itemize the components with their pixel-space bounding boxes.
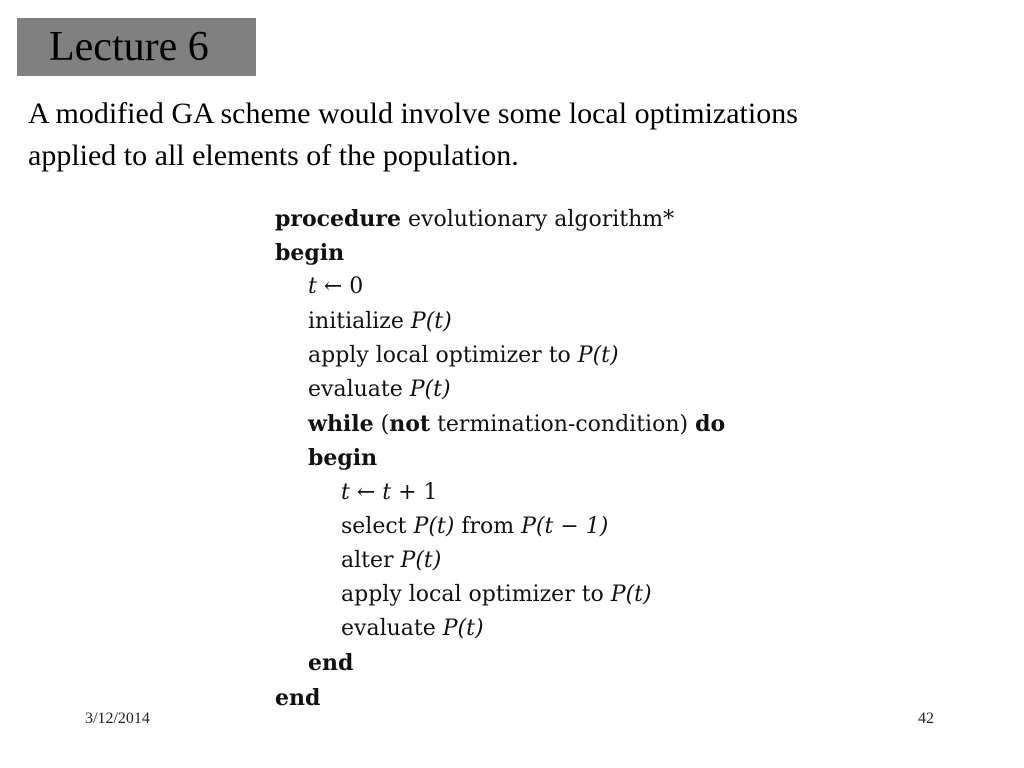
algo-line-end [275, 681, 725, 715]
algo-line-increment [275, 476, 725, 510]
var-t: t [308, 274, 317, 300]
intro-line-2: applied to all elements of the population. [28, 139, 519, 172]
intro-text [28, 93, 988, 177]
algo-line-evaluate [275, 373, 725, 407]
keyword-not: not [389, 411, 431, 438]
algo-line-local-opt [275, 339, 725, 373]
paren-close: ) [679, 412, 696, 438]
algo-line-begin [275, 236, 725, 270]
population-expr: P(t) [410, 308, 452, 334]
var-t: t [382, 479, 392, 505]
statement-text: evaluate [341, 616, 443, 642]
algo-line-inner-evaluate [275, 612, 725, 646]
population-expr: P(t) [577, 342, 619, 368]
intro-line-1: A modified GA scheme would involve some local optimizations [28, 97, 798, 130]
statement-text: select [341, 513, 414, 539]
statement-text: from [454, 513, 522, 539]
statement-text: alter [341, 547, 401, 573]
keyword-end: end [275, 684, 321, 711]
footer-page-number: 42 [918, 710, 934, 727]
algo-line-inner-end [275, 646, 725, 680]
population-expr: P(t) [409, 376, 451, 402]
population-expr: P(t) [442, 616, 484, 642]
procedure-name: evolutionary algorithm* [401, 207, 675, 232]
statement-text: apply local optimizer to [341, 582, 611, 608]
algo-line-init-t [275, 270, 725, 304]
var-t: t [341, 479, 350, 505]
keyword-while: while [308, 411, 374, 438]
keyword-do: do [695, 411, 726, 438]
keyword-end: end [308, 650, 354, 677]
keyword-begin: begin [308, 445, 378, 472]
statement-text: apply local optimizer to [308, 342, 578, 368]
footer-date: 3/12/2014 [85, 710, 150, 727]
statement-text: initialize [308, 308, 411, 334]
assign-zero: ← 0 [316, 274, 364, 300]
algo-line-initialize [275, 305, 725, 339]
keyword-begin: begin [275, 240, 345, 267]
population-expr: P(t) [413, 513, 455, 539]
statement-text: evaluate [308, 376, 410, 402]
slide-title: Lecture 6 [17, 18, 256, 76]
algo-line-procedure [275, 202, 725, 236]
keyword-procedure: procedure [275, 206, 402, 232]
population-expr: P(t) [400, 547, 442, 573]
algorithm-pseudocode [275, 202, 725, 715]
algo-line-inner-begin [275, 441, 725, 475]
termination-condition: termination-condition [430, 412, 680, 438]
population-expr-prev: P(t − 1) [521, 513, 609, 539]
algo-line-inner-local-opt [275, 578, 725, 612]
paren-open: ( [373, 412, 390, 438]
algo-line-alter [275, 544, 725, 578]
population-expr: P(t) [610, 582, 652, 608]
algo-line-while [275, 407, 725, 441]
assign-arrow: ← [349, 479, 383, 505]
algo-line-select [275, 510, 725, 544]
plus-one: + 1 [391, 479, 438, 505]
